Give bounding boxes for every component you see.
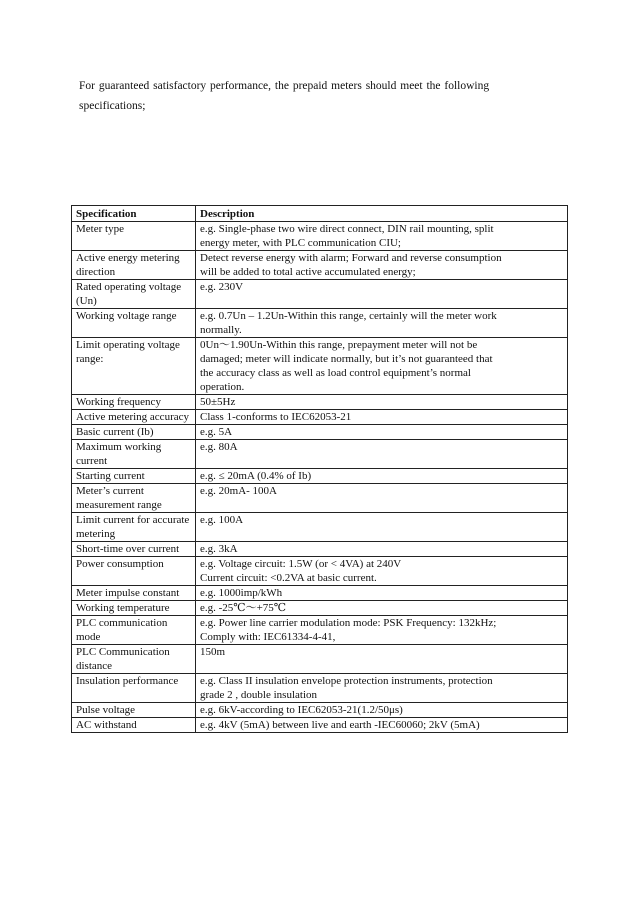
spec-cell: Basic current (Ib)	[72, 425, 196, 440]
description-cell	[196, 469, 568, 484]
spec-cell: Insulation performance	[72, 674, 196, 703]
description-cell	[196, 425, 568, 440]
spec-cell: Limit current for accurate metering	[72, 513, 196, 542]
table-row	[72, 586, 568, 601]
description-cell	[196, 222, 568, 251]
header-description: Description	[196, 206, 568, 222]
description-line: Comply with: IEC61334-4-41,	[200, 631, 336, 643]
description-line: Class 1-conforms to IEC62053-21	[200, 411, 352, 423]
description-line: e.g. 3kA	[200, 543, 238, 555]
description-cell	[196, 718, 568, 733]
table-row	[72, 469, 568, 484]
description-line: Detect reverse energy with alarm; Forward and reverse consumption	[200, 252, 502, 264]
table-row	[72, 616, 568, 645]
description-line: e.g. 20mA- 100A	[200, 485, 277, 497]
table-body	[72, 222, 568, 733]
description-line: e.g. 5A	[200, 426, 233, 438]
description-cell	[196, 586, 568, 601]
spec-cell: PLC communication mode	[72, 616, 196, 645]
description-line: the accuracy class as well as load control equipment’s normal	[200, 367, 471, 379]
spec-cell: Meter’s current measurement range	[72, 484, 196, 513]
description-line: 0Un〜1.90Un-Within this range, prepayment meter will not be	[200, 339, 478, 351]
description-line: damaged; meter will indicate normally, but it’s not guaranteed that	[200, 353, 493, 365]
table-row	[72, 309, 568, 338]
table-row	[72, 718, 568, 733]
intro-line-1: For guaranteed satisfactory performance, the prepaid meters should meet the following	[79, 80, 490, 92]
description-cell	[196, 513, 568, 542]
description-cell	[196, 440, 568, 469]
spec-cell: Meter type	[72, 222, 196, 251]
description-line: e.g. 4kV (5mA) between live and earth -IEC60060; 2kV (5mA)	[200, 719, 480, 731]
description-cell	[196, 410, 568, 425]
table-row	[72, 513, 568, 542]
description-line: e.g. 0.7Un – 1.2Un-Within this range, certainly will the meter work	[200, 310, 497, 322]
table-row	[72, 425, 568, 440]
description-cell	[196, 616, 568, 645]
description-line: e.g. -25℃〜+75℃	[200, 602, 287, 614]
table-row	[72, 557, 568, 586]
table-row	[72, 280, 568, 309]
table-row	[72, 410, 568, 425]
description-line: e.g. 6kV-according to IEC62053-21(1.2/50μs)	[200, 704, 403, 716]
spec-cell: Power consumption	[72, 557, 196, 586]
table-row	[72, 703, 568, 718]
specification-table	[71, 205, 568, 733]
spec-cell: AC withstand	[72, 718, 196, 733]
spec-cell: Active energy metering direction	[72, 251, 196, 280]
description-cell	[196, 395, 568, 410]
spec-cell: Working frequency	[72, 395, 196, 410]
description-line: e.g. Single-phase two wire direct connect, DIN rail mounting, split	[200, 223, 494, 235]
table-row	[72, 542, 568, 557]
description-cell	[196, 338, 568, 395]
intro-line-2: specifications;	[79, 100, 146, 112]
spec-cell: Active metering accuracy	[72, 410, 196, 425]
spec-cell: PLC Communication distance	[72, 645, 196, 674]
table-row	[72, 395, 568, 410]
description-line: e.g. ≤ 20mA (0.4% of Ib)	[200, 470, 312, 482]
spec-cell: Limit operating voltage range:	[72, 338, 196, 395]
description-cell	[196, 645, 568, 674]
header-specification: Specification	[72, 206, 196, 222]
description-cell	[196, 280, 568, 309]
description-line: e.g. 80A	[200, 441, 238, 453]
spec-cell: Rated operating voltage (Un)	[72, 280, 196, 309]
intro-paragraph	[79, 76, 539, 116]
description-line: e.g. Voltage circuit: 1.5W (or < 4VA) at 240V	[200, 558, 402, 570]
description-line: Current circuit: <0.2VA at basic current.	[200, 572, 377, 584]
spec-cell: Working voltage range	[72, 309, 196, 338]
spec-cell: Maximum working current	[72, 440, 196, 469]
description-line: operation.	[200, 381, 245, 393]
spec-cell: Short-time over current	[72, 542, 196, 557]
description-cell	[196, 601, 568, 616]
description-cell	[196, 674, 568, 703]
description-line: e.g. Class II insulation envelope protection instruments, protection	[200, 675, 493, 687]
description-cell	[196, 251, 568, 280]
description-cell	[196, 484, 568, 513]
description-line: e.g. 230V	[200, 281, 244, 293]
description-line: 50±5Hz	[200, 396, 236, 408]
table-row	[72, 222, 568, 251]
description-line: 150m	[200, 646, 226, 658]
table-row	[72, 601, 568, 616]
description-line: normally.	[200, 324, 242, 336]
description-line: grade 2 , double insulation	[200, 689, 318, 701]
description-line: e.g. Power line carrier modulation mode: PSK Frequency: 132kHz;	[200, 617, 497, 629]
spec-cell: Meter impulse constant	[72, 586, 196, 601]
description-line: energy meter, with PLC communication CIU;	[200, 237, 401, 249]
table-row	[72, 338, 568, 395]
spec-cell: Pulse voltage	[72, 703, 196, 718]
table-row	[72, 674, 568, 703]
spec-cell: Starting current	[72, 469, 196, 484]
table-row	[72, 484, 568, 513]
description-cell	[196, 703, 568, 718]
table-header-row	[72, 206, 568, 222]
table-row	[72, 645, 568, 674]
description-cell	[196, 557, 568, 586]
description-cell	[196, 309, 568, 338]
description-line: e.g. 100A	[200, 514, 244, 526]
table-row	[72, 440, 568, 469]
description-cell	[196, 542, 568, 557]
spec-cell: Working temperature	[72, 601, 196, 616]
table-row	[72, 251, 568, 280]
description-line: will be added to total active accumulated energy;	[200, 266, 416, 278]
description-line: e.g. 1000imp/kWh	[200, 587, 283, 599]
